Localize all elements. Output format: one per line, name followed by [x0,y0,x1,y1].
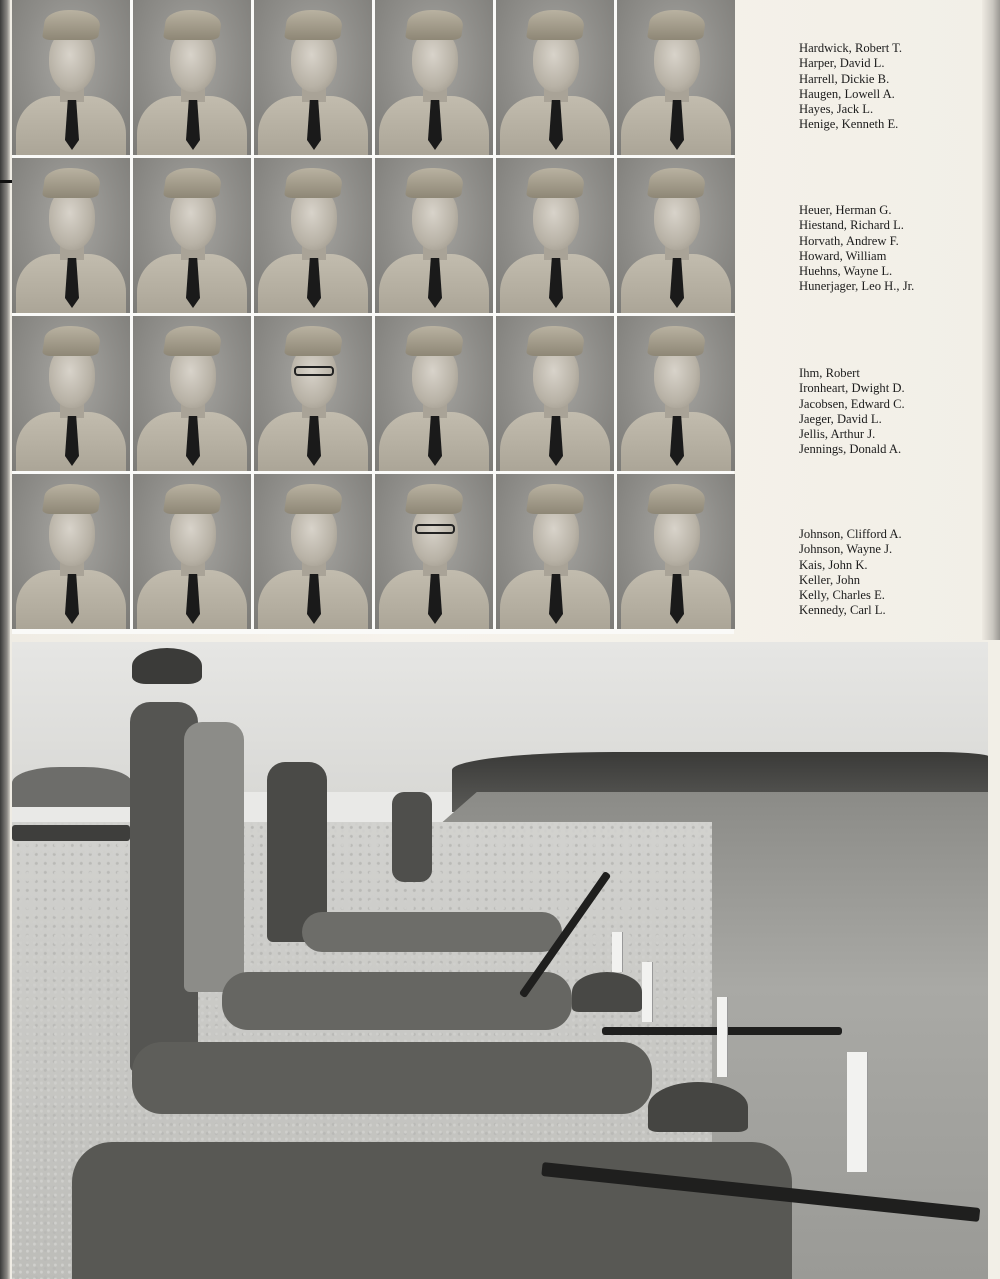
name-entry: Henige, Kenneth E. [799,117,899,132]
portrait [617,474,735,629]
portrait [375,316,493,471]
portrait [133,0,251,155]
name-entry: Keller, John [799,572,861,587]
portrait [12,474,130,629]
treeline [12,767,132,807]
name-entry: Jacobsen, Edward C. [799,396,905,411]
distant-soldier [392,792,432,882]
portrait [496,316,614,471]
portrait [133,474,251,629]
instructor [184,722,244,992]
name-entry: Hayes, Jack L. [799,102,874,117]
glasses-icon [415,524,455,534]
name-entry: Johnson, Clifford A. [799,527,902,541]
portrait [254,158,372,313]
name-entry: Hunerjager, Leo H., Jr. [799,279,915,294]
portrait [617,0,735,155]
helmet [572,972,642,1012]
name-entry: Heuer, Herman G. [799,203,892,217]
name-entry: Huehns, Wayne L. [799,264,893,279]
name-entry: Ihm, Robert [799,366,860,380]
distant-troops [12,825,130,841]
portrait [12,158,130,313]
portrait [496,0,614,155]
portrait [12,0,130,155]
portrait [254,474,372,629]
name-entry: Howard, William [799,248,887,263]
name-list-row-3 [799,366,989,458]
portrait [254,316,372,471]
name-entry: Hiestand, Richard L. [799,218,904,233]
range-stake [847,1052,867,1172]
name-entry: Kelly, Charles E. [799,588,885,603]
prone-soldier [302,912,562,952]
glasses-icon [294,366,334,376]
range-stake [717,997,727,1077]
name-list-row-2 [799,203,989,295]
name-entry: Harrell, Dickie B. [799,71,890,86]
name-entry: Horvath, Andrew F. [799,233,899,248]
helmet [648,1082,748,1132]
range-stake [642,962,652,1022]
name-entry: Harper, David L. [799,56,885,71]
name-entry: Jaeger, David L. [799,411,882,426]
portrait [496,474,614,629]
portrait [133,158,251,313]
name-list-row-1 [799,41,989,133]
prone-soldier [72,1142,792,1279]
portrait [133,316,251,471]
portrait-grid [12,0,734,634]
prone-soldier [132,1042,652,1114]
portrait [496,158,614,313]
name-entry: Ironheart, Dwight D. [799,381,905,396]
range-stake [612,932,622,972]
name-list-row-4 [799,527,989,619]
portrait [12,316,130,471]
prone-soldier [222,972,572,1030]
name-entry: Jellis, Arthur J. [799,427,876,442]
name-entry: Kais, John K. [799,557,868,572]
name-entry: Hardwick, Robert T. [799,41,903,55]
name-entry: Jennings, Donald A. [799,442,902,457]
portrait [375,474,493,629]
portrait [375,158,493,313]
name-entry: Kennedy, Carl L. [799,603,886,618]
portrait [617,316,735,471]
helmet [132,648,202,684]
name-entry: Johnson, Wayne J. [799,542,893,557]
portrait [617,158,735,313]
portrait [375,0,493,155]
name-entry: Haugen, Lowell A. [799,86,895,101]
binding-edge [0,0,10,1279]
portrait [254,0,372,155]
rifle-range-photo [12,642,988,1279]
